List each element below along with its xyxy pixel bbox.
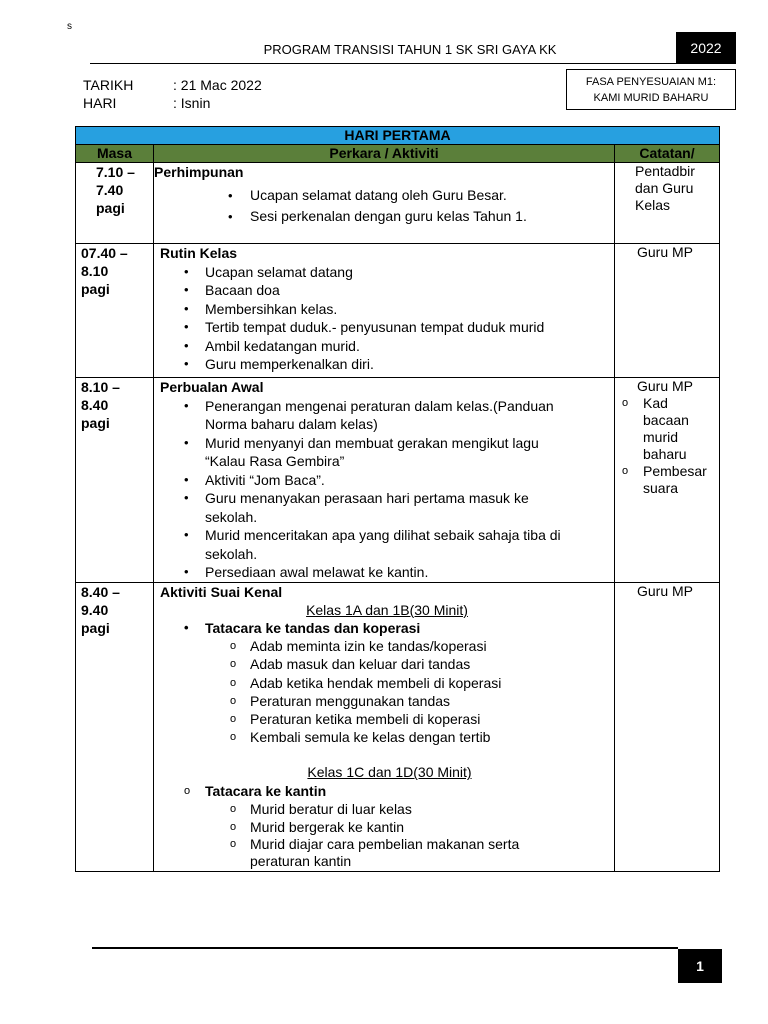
- meta-block: [83, 76, 262, 112]
- group2-heading: Kelas 1C dan 1D(30 Minit): [307, 764, 472, 781]
- time-line: 8.40: [81, 397, 109, 413]
- bullet-icon: •: [184, 397, 189, 413]
- time-cell: [76, 163, 154, 244]
- note-item-text: suara: [643, 480, 679, 496]
- bullet-icon: •: [184, 282, 189, 297]
- circle-bullet-icon: o: [230, 802, 237, 815]
- activity-cell: [154, 244, 615, 378]
- note-item-text: Pembesar: [643, 463, 707, 479]
- circle-bullet-icon: o: [230, 658, 237, 671]
- time-line: 8.10: [81, 263, 109, 279]
- list-item: [160, 563, 614, 582]
- list-item: [160, 300, 614, 319]
- sub-item: [160, 800, 614, 818]
- time-line: 8.40 –: [81, 583, 120, 600]
- fasa-line-2: KAMI MURID BAHARU: [593, 92, 709, 104]
- time-line: 9.40: [81, 601, 109, 618]
- bullet-icon: •: [184, 263, 189, 279]
- tarikh-label: TARIKH: [83, 77, 134, 93]
- list-item-text: Aktiviti “Jom Baca”.: [205, 471, 325, 488]
- list-item-text: Guru menanyakan perasaan hari pertama masuk ke: [205, 490, 529, 506]
- sub-item-text: Peraturan ketika membeli di koperasi: [250, 710, 481, 727]
- list-item-text: Bacaan doa: [205, 282, 280, 298]
- list-item: [160, 263, 614, 282]
- bullet-icon: •: [184, 619, 189, 635]
- time-line: 7.10 –: [96, 164, 135, 180]
- table-row: [76, 244, 720, 378]
- footer-divider: [92, 947, 678, 949]
- schedule-table: [75, 126, 720, 872]
- fasa-box: [566, 69, 736, 110]
- sub-item-text: Murid bergerak ke kantin: [250, 818, 405, 835]
- year-badge: 2022: [676, 32, 736, 64]
- sub-item-text: Kembali semula ke kelas dengan tertib: [250, 729, 491, 746]
- list-item-text: Tertib tempat duduk.- penyusunan tempat duduk murid: [205, 319, 545, 335]
- note-cell: [615, 163, 720, 244]
- note-item-text: Kad: [643, 395, 668, 411]
- group2-title: [160, 782, 614, 800]
- group1-heading: Kelas 1A dan 1B(30 Minit): [306, 601, 468, 618]
- col-header-masa: Masa: [76, 145, 154, 163]
- sub-item: [160, 818, 614, 836]
- bullet-icon: •: [228, 208, 233, 224]
- fasa-line-1: FASA PENYESUAIAN M1:: [585, 76, 717, 88]
- bullet-icon: •: [184, 300, 189, 316]
- sub-item-text: peraturan kantin: [250, 853, 352, 870]
- time-line: pagi: [81, 281, 110, 297]
- circle-bullet-icon: o: [622, 465, 629, 477]
- list-item-text: Norma baharu dalam kelas): [205, 416, 378, 432]
- bullet-icon: •: [184, 490, 189, 505]
- corner-mark: s: [67, 21, 72, 32]
- bullet-icon: •: [184, 434, 189, 450]
- list-item-text: “Kalau Rasa Gembira”: [205, 453, 345, 469]
- circle-bullet-icon: o: [622, 397, 629, 409]
- list-item: [160, 397, 614, 434]
- list-item: [160, 318, 614, 337]
- list-item-text: Persediaan awal melawat ke kantin.: [205, 564, 429, 580]
- hari-label: HARI: [83, 95, 117, 111]
- sub-item: [160, 728, 614, 746]
- tarikh-value: : 21 Mac 2022: [173, 77, 262, 93]
- header-divider: [90, 63, 676, 64]
- note-line: Pentadbir: [635, 163, 695, 179]
- list-item-text: Guru memperkenalkan diri.: [205, 356, 374, 372]
- bullet-icon: •: [184, 471, 189, 487]
- list-item-text: sekolah.: [205, 545, 258, 562]
- circle-bullet-icon: o: [184, 784, 191, 797]
- note-item: [622, 395, 719, 463]
- sub-item: [160, 674, 614, 692]
- col-header-perkara: Perkara / Aktiviti: [154, 145, 615, 163]
- note-cell: [615, 244, 720, 378]
- sub-item: [160, 836, 614, 870]
- time-line: 8.10 –: [81, 379, 120, 395]
- activity-title: Perbualan Awal: [160, 379, 264, 395]
- time-line: 7.40: [96, 182, 124, 198]
- circle-bullet-icon: o: [230, 820, 237, 833]
- time-cell: [76, 582, 154, 871]
- list-item: [154, 185, 614, 206]
- col-header-catatan: Catatan/: [615, 145, 720, 163]
- activity-cell: [154, 163, 615, 244]
- time-cell: [76, 244, 154, 378]
- note-item-text: baharu: [643, 446, 687, 462]
- sub-item-text: Adab masuk dan keluar dari tandas: [250, 656, 471, 673]
- page-number: 1: [678, 949, 722, 983]
- note-item: [622, 463, 719, 497]
- list-item-text: Ambil kedatangan murid.: [205, 337, 360, 354]
- circle-bullet-icon: o: [230, 676, 237, 689]
- circle-bullet-icon: o: [230, 731, 237, 744]
- list-item: [154, 206, 614, 227]
- hari-value: : Isnin: [173, 95, 211, 111]
- list-item-text: Murid menyanyi dan membuat gerakan mengikut lagu: [205, 434, 539, 451]
- bullet-icon: •: [228, 187, 233, 203]
- list-item-text: sekolah.: [205, 508, 258, 525]
- list-item: [160, 337, 614, 356]
- circle-bullet-icon: o: [230, 712, 237, 725]
- list-item: [160, 355, 614, 374]
- list-item: [160, 434, 614, 471]
- note-cell: [615, 378, 720, 583]
- table-row: [76, 378, 720, 583]
- circle-bullet-icon: o: [230, 694, 237, 707]
- note-item-text: murid: [643, 429, 679, 445]
- sub-item: [160, 637, 614, 655]
- group1-title: [160, 619, 614, 637]
- list-item-text: Ucapan selamat datang: [205, 263, 353, 280]
- list-item: [160, 526, 614, 563]
- note-line: Guru MP: [637, 582, 694, 599]
- sub-item: [160, 655, 614, 673]
- bullet-icon: •: [184, 356, 189, 371]
- circle-bullet-icon: o: [230, 838, 237, 851]
- list-item-text: Murid menceritakan apa yang dilihat sebaik sahaja tiba di: [205, 527, 561, 543]
- time-cell: [76, 378, 154, 583]
- activity-title: Aktiviti Suai Kenal: [160, 583, 283, 600]
- note-item-text: bacaan: [643, 412, 689, 428]
- group1-title-text: Tatacara ke tandas dan koperasi: [205, 619, 421, 636]
- table-header-row: [76, 145, 720, 163]
- list-item-text: Penerangan mengenai peraturan dalam kelas.(Panduan: [205, 397, 554, 414]
- circle-bullet-icon: o: [230, 640, 237, 653]
- list-item-text: Ucapan selamat datang oleh Guru Besar.: [250, 186, 507, 203]
- note-line: dan Guru: [635, 180, 694, 196]
- note-line: Guru MP: [637, 244, 694, 260]
- time-line: pagi: [81, 619, 110, 636]
- activity-cell: [154, 582, 615, 871]
- table-row: [76, 163, 720, 244]
- sub-item-text: Adab ketika hendak membeli di koperasi: [250, 674, 502, 691]
- sub-item-text: Murid beratur di luar kelas: [250, 800, 412, 817]
- sub-item: [160, 692, 614, 710]
- sub-item: [160, 710, 614, 728]
- activity-title: Perhimpunan: [154, 164, 244, 180]
- time-line: 07.40 –: [81, 245, 128, 261]
- list-item-text: Sesi perkenalan dengan guru kelas Tahun 1.: [250, 207, 527, 224]
- list-item: [160, 471, 614, 490]
- table-title: HARI PERTAMA: [76, 127, 720, 145]
- list-item: [160, 281, 614, 300]
- note-cell: [615, 582, 720, 871]
- sub-item-text: Adab meminta izin ke tandas/koperasi: [250, 638, 487, 655]
- group2-title-text: Tatacara ke kantin: [205, 782, 327, 799]
- sub-item-text: Peraturan menggunakan tandas: [250, 692, 451, 709]
- sub-item-text: Murid diajar cara pembelian makanan serta: [250, 836, 520, 853]
- table-title-row: [76, 127, 720, 145]
- time-line: pagi: [81, 415, 110, 431]
- note-line: Kelas: [635, 197, 671, 213]
- list-item-text: Membersihkan kelas.: [205, 300, 338, 317]
- list-item: [160, 489, 614, 526]
- document-title: PROGRAM TRANSISI TAHUN 1 SK SRI GAYA KK: [263, 42, 557, 57]
- bullet-icon: •: [184, 527, 189, 542]
- bullet-icon: •: [184, 337, 189, 353]
- time-line: pagi: [96, 200, 125, 216]
- note-line: Guru MP: [637, 378, 694, 394]
- bullet-icon: •: [184, 564, 189, 579]
- activity-title: Rutin Kelas: [160, 245, 238, 261]
- table-row: [76, 582, 720, 871]
- activity-cell: [154, 378, 615, 583]
- bullet-icon: •: [184, 319, 189, 334]
